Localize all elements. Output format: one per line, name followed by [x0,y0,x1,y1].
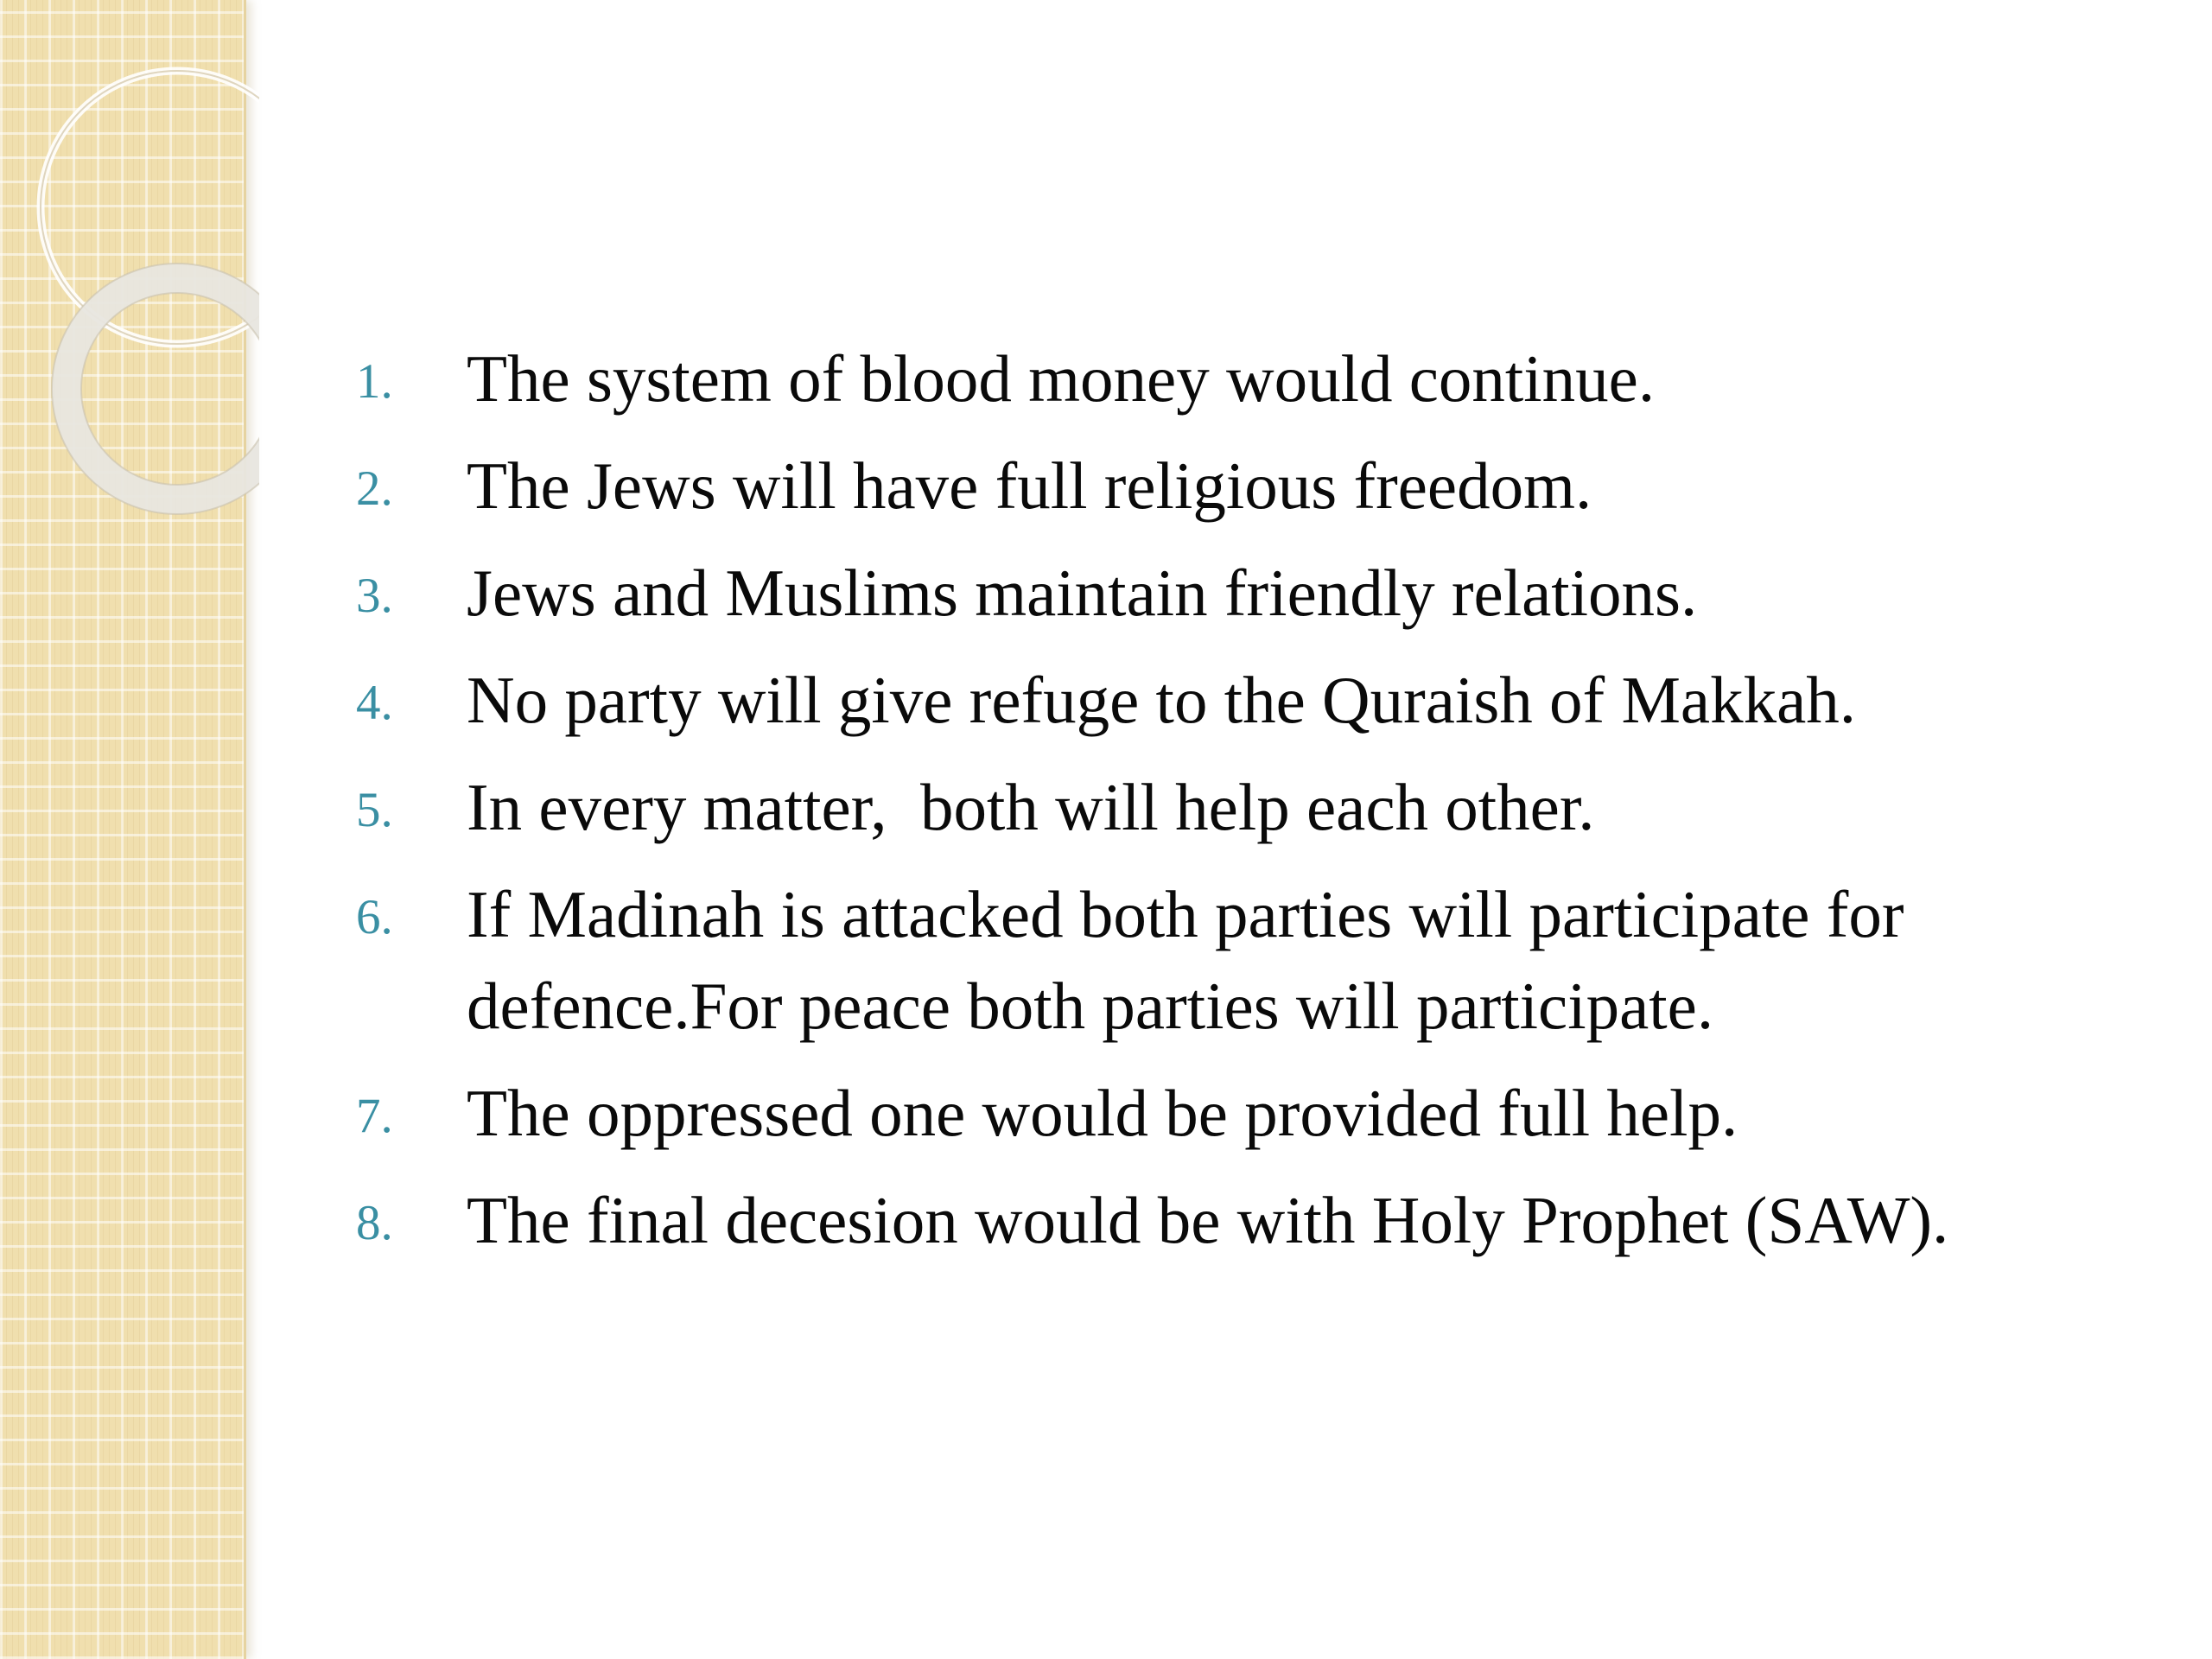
list-item [346,868,2160,1052]
list-number: 8. [356,1196,393,1250]
list-text: If Madinah is attacked both parties will participate for defence.For peace both parties will participate. [467,877,1904,1043]
list-item [346,440,2160,531]
list-item [346,547,2160,639]
list-number: 6. [356,890,393,944]
numbered-list [346,333,2160,1281]
list-text: No party will give refuge to the Quraish of Makkah. [467,663,1857,737]
list-text: The oppressed one would be provided full help. [467,1076,1738,1150]
list-text: Jews and Muslims maintain friendly relations. [467,556,1698,630]
list-item [346,333,2160,424]
list-number: 5. [356,783,393,837]
list-item [346,654,2160,746]
list-item [346,761,2160,853]
list-number: 1. [356,354,393,409]
list-item [346,1174,2160,1266]
list-text: The system of blood money would continue. [467,341,1656,416]
list-number: 2. [356,461,393,516]
list-number: 4. [356,676,393,730]
small-ring-decoration [67,278,259,499]
list-item [346,1067,2160,1159]
list-number: 3. [356,569,393,623]
list-number: 7. [356,1089,393,1143]
list-text: The final decesion would be with Holy Prophet (SAW). [467,1183,1949,1257]
decorative-rings [0,0,259,553]
list-text: In every matter, both will help each other. [467,770,1595,844]
list-text: The Jews will have full religious freedom. [467,448,1592,523]
